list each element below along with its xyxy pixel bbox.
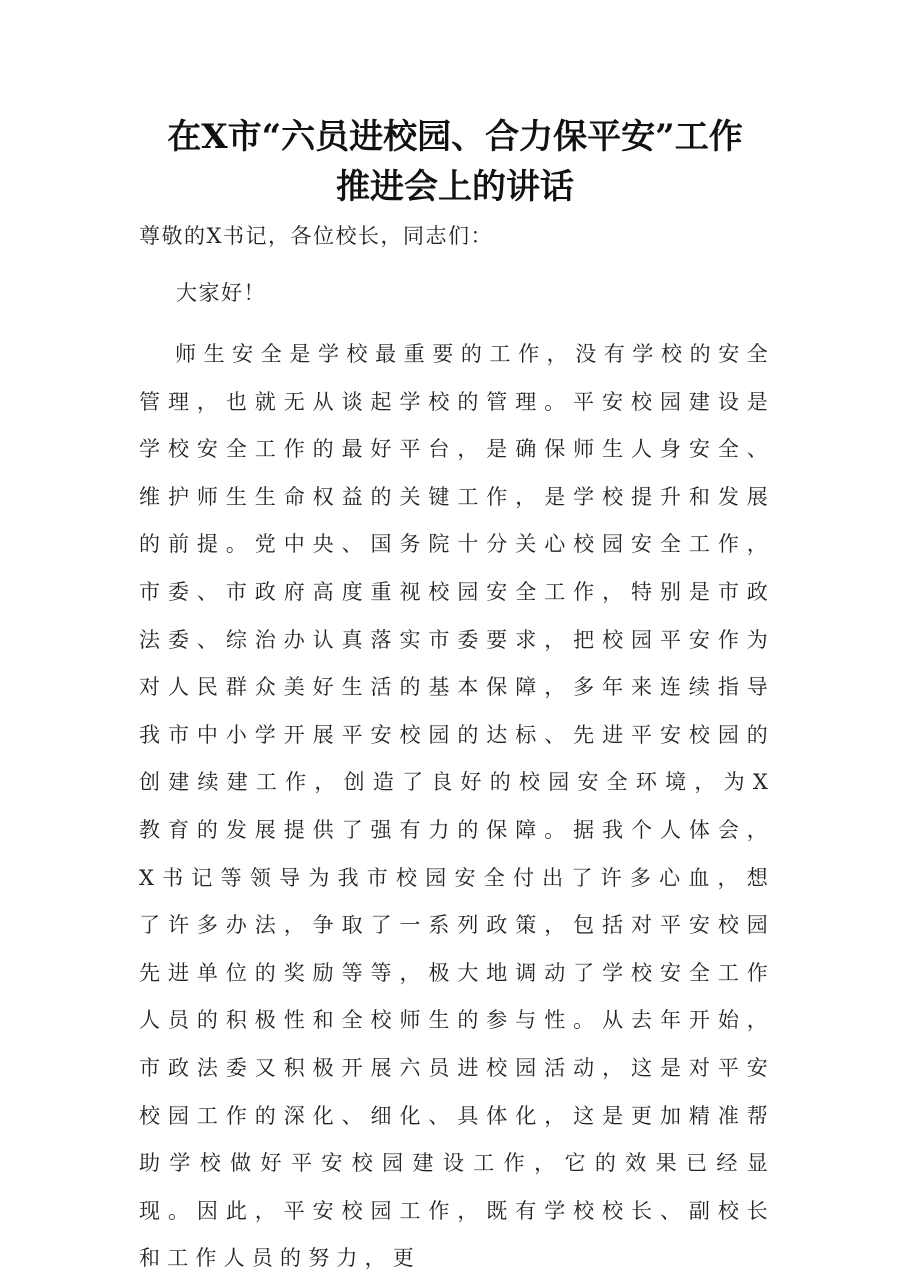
body-paragraph: 师生安全是学校最重要的工作，没有学校的安全管理，也就无从谈起学校的管理。平安校园建设是学校安全工作的最好平台，是确保师生人身安全、维护师生生命权益的关键工作，是学校提升和发展的前提。党中央、国务院十分关心校园安全工作，市委、市政府高度重视校园安全工作，特别是市政法委、综治办认真落实市委要求，把校园平安作为对人民群众美好生活的基本保障，多年来连续指导我市中小学开展平安校园的达标、先进平安校园的创建续建工作，创造了良好的校园安全环境，为X教育的发展提供了强有力的保障。据我个人体会，X书记等领导为我市校园安全付出了许多心血，想了许多办法，争取了一系列政策，包括对平安校园先进单位的奖励等等，极大地调动了学校安全工作人员的积极性和全校师生的参与性。从去年开始，市政法委又积极开展六员进校园活动，这是对平安校园工作的深化、细化、具体化，这是更加精准帮助学校做好平安校园建设工作，它的效果已经显现。因此，平安校园工作，既有学校校长、副校长和工作人员的努力，更 [139, 342, 775, 1271]
salutation: 尊敬的X书记，各位校长，同志们： [139, 224, 493, 248]
title-line-2: 推进会上的讲话 [336, 167, 574, 207]
greeting: 大家好！ [176, 281, 266, 305]
document-body [139, 216, 775, 1283]
title-line-1: 在X市“六员进校园、合力保平安”工作 [167, 117, 743, 157]
document-title [120, 112, 790, 212]
